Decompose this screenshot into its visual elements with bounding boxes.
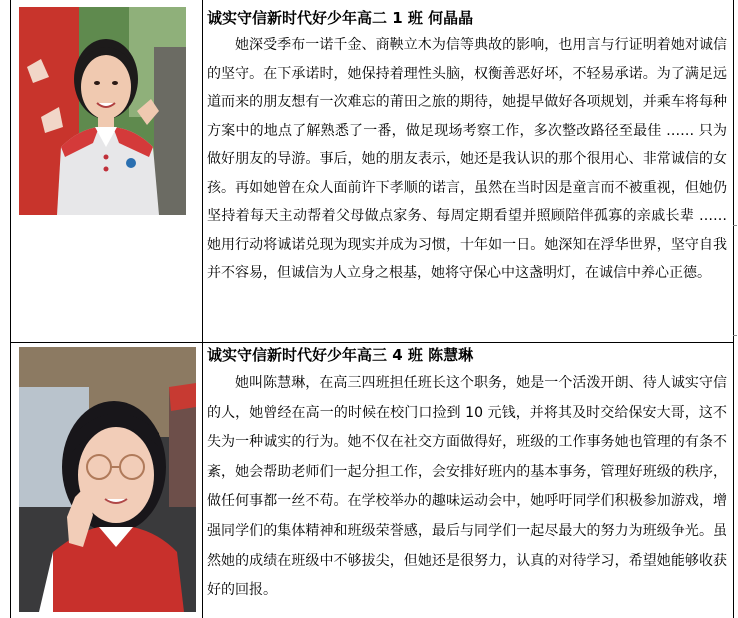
student-photo-image <box>19 347 196 612</box>
margin-marker <box>733 335 737 336</box>
profile-text-cell <box>207 0 727 288</box>
student-photo <box>19 347 196 612</box>
profile-title: 诚实守信新时代好少年高二 1 班 何晶晶 <box>207 9 474 27</box>
profile-body: 她深受季布一诺千金、商鞅立木为信等典故的影响，也用言与行证明着她对诚信的坚守。在下承诺时，她保持着理性头脑，权衡善恶好坏，不轻易承诺。为了满足远道而来的朋友想有一次难忘的莆田之旅的期待，她提早做好各项规划，并乘车将每种方案中的地点了解熟悉了一番，做足现场考察工作，多次整改路径至最佳 …… 只为做好朋友的导游。事后，她的朋友表示，她还是我认识的那个很用心、非常诚信的女孩。再如她曾在众人面前许下孝顺的诺言，虽然在当时因是童言而不被重视，但她仍坚持着每天主动帮着父母做点家务、每周定期看望并照顾陪伴孤寡的亲戚长辈 …… 她用行动将诚诺兑现为现实并成为习惯，十年如一日。她深知在浮华世界，坚守自我并不容易，但诚信为人立身之根基，她将守保心中这盏明灯，在诚信中养心正德。 <box>207 37 727 281</box>
student-photo <box>19 7 186 215</box>
profile-text-cell <box>207 343 727 606</box>
column-divider <box>202 343 203 618</box>
profile-title: 诚实守信新时代好少年高三 4 班 陈慧琳 <box>207 346 474 364</box>
table-row <box>11 0 733 343</box>
student-photo-image <box>19 7 186 215</box>
table-row <box>11 343 733 618</box>
margin-marker <box>733 225 737 226</box>
profile-body: 她叫陈慧琳，在高三四班担任班长这个职务，她是一个活泼开朗、待人诚实守信的人，她曾经在高一的时候在校门口捡到 10 元钱，并将其及时交给保安大哥，这不失为一种诚实的行为。她不仅在社交方面做得好，班级的工作事务她也管理的有条不紊，她会帮助老师们一起分担工作，会安排好班内的基本事务，管理好班级的秩序，做任何事都一丝不苟。在学校举办的趣味运动会中，她呼吁同学们积极参加游戏，增强同学们的集体精神和班级荣誉感，最后与同学们一起尽最大的努力为班级争光。虽然她的成绩在班级中不够拔尖，但她还是很努力，认真的对待学习，希望她能够收获好的回报。 <box>207 375 727 599</box>
profile-table <box>10 0 734 618</box>
column-divider <box>202 0 203 342</box>
